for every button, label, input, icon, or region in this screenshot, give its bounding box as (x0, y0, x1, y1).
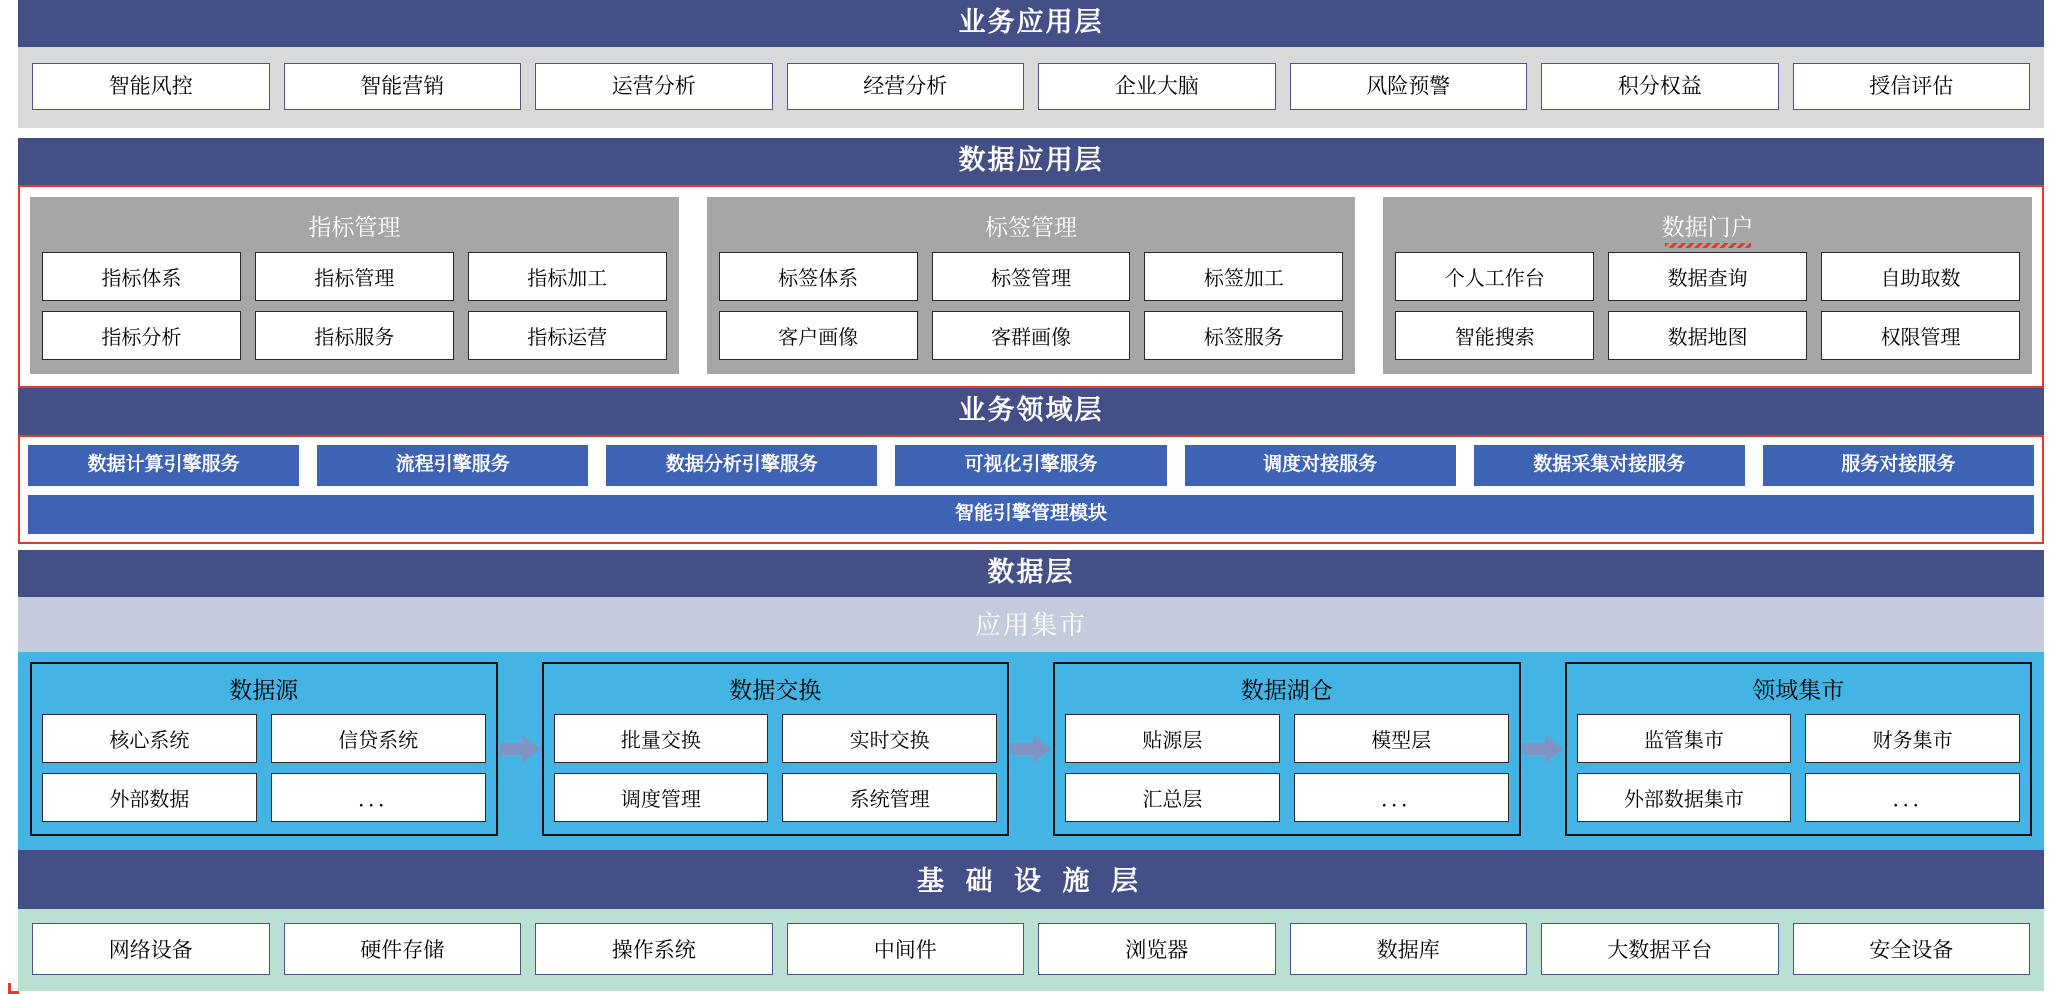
data-app-item[interactable]: 数据查询 (1608, 252, 1807, 301)
group-items (554, 714, 998, 822)
group-title: 数据门户 (1395, 205, 2020, 252)
data-app-item[interactable]: 客群画像 (932, 311, 1131, 360)
application-market-bar: 应用集市 (18, 597, 2044, 652)
data-layer-item[interactable]: 监管集市 (1577, 714, 1792, 763)
infrastructure-layer (18, 850, 2044, 991)
engine-service[interactable]: 流程引擎服务 (317, 445, 588, 486)
data-app-item[interactable]: 标签管理 (932, 252, 1131, 301)
group-items (1065, 714, 1509, 822)
data-layer-item[interactable]: 外部数据集市 (1577, 773, 1792, 822)
group-data-source (30, 662, 498, 836)
business-domain-layer-title: 业务领域层 (18, 388, 2044, 435)
infra-item[interactable]: 中间件 (787, 923, 1025, 975)
biz-app-item[interactable]: 运营分析 (535, 63, 773, 110)
data-layer-body (18, 652, 2044, 850)
group-indicator-management (30, 197, 679, 374)
data-application-layer-title: 数据应用层 (18, 138, 2044, 185)
data-layer-item[interactable]: 系统管理 (782, 773, 997, 822)
biz-app-item[interactable]: 智能营销 (284, 63, 522, 110)
data-layer-item[interactable]: 批量交换 (554, 714, 769, 763)
data-app-item[interactable]: 标签体系 (719, 252, 918, 301)
red-corner-marker (8, 983, 19, 994)
engine-service[interactable]: 服务对接服务 (1763, 445, 2034, 486)
data-layer-item[interactable]: 贴源层 (1065, 714, 1280, 763)
data-app-item[interactable]: 指标加工 (468, 252, 667, 301)
flow-arrow-icon (1521, 735, 1565, 763)
group-tag-management (707, 197, 1356, 374)
flow-arrow-icon (1009, 735, 1053, 763)
infrastructure-layer-items (18, 909, 2044, 991)
data-layer-item[interactable]: 外部数据 (42, 773, 257, 822)
infra-item[interactable]: 硬件存储 (284, 923, 522, 975)
data-app-item[interactable]: 指标运营 (468, 311, 667, 360)
data-app-item[interactable]: 客户画像 (719, 311, 918, 360)
data-app-item[interactable]: 个人工作台 (1395, 252, 1594, 301)
business-domain-layer (18, 388, 2044, 544)
business-application-layer (18, 0, 2044, 128)
business-application-layer-items (18, 47, 2044, 128)
data-layer-item[interactable]: ．．． (1294, 773, 1509, 822)
biz-app-item[interactable]: 授信评估 (1793, 63, 2031, 110)
data-app-item[interactable]: 自助取数 (1821, 252, 2020, 301)
infra-item[interactable]: 网络设备 (32, 923, 270, 975)
data-layer-item[interactable]: 核心系统 (42, 714, 257, 763)
business-application-layer-title: 业务应用层 (18, 0, 2044, 47)
data-layer (18, 550, 2044, 850)
engine-service[interactable]: 可视化引擎服务 (895, 445, 1166, 486)
flow-arrow-icon (498, 735, 542, 763)
data-application-layer (18, 138, 2044, 388)
engine-management-module[interactable]: 智能引擎管理模块 (28, 495, 2034, 534)
engine-service-row (28, 445, 2034, 486)
infra-item[interactable]: 数据库 (1290, 923, 1528, 975)
group-domain-market (1565, 662, 2033, 836)
group-items (42, 714, 486, 822)
data-layer-item[interactable]: 调度管理 (554, 773, 769, 822)
infra-item[interactable]: 安全设备 (1793, 923, 2031, 975)
data-layer-title: 数据层 (18, 550, 2044, 597)
group-data-exchange (542, 662, 1010, 836)
group-items (1577, 714, 2021, 822)
group-title: 数据湖仓 (1240, 676, 1333, 703)
biz-app-item[interactable]: 智能风控 (32, 63, 270, 110)
group-items (1395, 252, 2020, 360)
group-title: 数据源 (229, 676, 299, 703)
data-app-item[interactable]: 指标分析 (42, 311, 241, 360)
engine-service[interactable]: 调度对接服务 (1185, 445, 1456, 486)
infra-item[interactable]: 操作系统 (535, 923, 773, 975)
data-layer-item[interactable]: 汇总层 (1065, 773, 1280, 822)
data-application-layer-body (18, 185, 2044, 388)
group-title: 标签管理 (985, 214, 1077, 241)
infrastructure-layer-title: 基 础 设 施 层 (18, 850, 2044, 909)
data-layer-item[interactable]: 模型层 (1294, 714, 1509, 763)
group-title: 数据交换 (729, 676, 822, 703)
engine-service[interactable]: 数据分析引擎服务 (606, 445, 877, 486)
data-app-item[interactable]: 标签服务 (1144, 311, 1343, 360)
biz-app-item[interactable]: 积分权益 (1541, 63, 1779, 110)
data-layer-item[interactable]: ．．． (271, 773, 486, 822)
data-layer-item[interactable]: 实时交换 (782, 714, 997, 763)
group-data-portal (1383, 197, 2032, 374)
engine-service[interactable]: 数据采集对接服务 (1474, 445, 1745, 486)
biz-app-item[interactable]: 企业大脑 (1038, 63, 1276, 110)
data-layer-item[interactable]: 财务集市 (1805, 714, 2020, 763)
infra-item[interactable]: 浏览器 (1038, 923, 1276, 975)
infra-item[interactable]: 大数据平台 (1541, 923, 1779, 975)
data-layer-item[interactable]: 信贷系统 (271, 714, 486, 763)
data-app-item[interactable]: 智能搜索 (1395, 311, 1594, 360)
data-app-item[interactable]: 数据地图 (1608, 311, 1807, 360)
data-layer-item[interactable]: ．．． (1805, 773, 2020, 822)
biz-app-item[interactable]: 风险预警 (1290, 63, 1528, 110)
group-title: 指标管理 (308, 214, 401, 241)
group-data-lakehouse (1053, 662, 1521, 836)
engine-service[interactable]: 数据计算引擎服务 (28, 445, 299, 486)
data-app-item[interactable]: 标签加工 (1144, 252, 1343, 301)
group-title: 领域集市 (1752, 676, 1845, 703)
data-app-item[interactable]: 指标服务 (255, 311, 454, 360)
group-items (42, 252, 667, 360)
biz-app-item[interactable]: 经营分析 (787, 63, 1025, 110)
data-app-item[interactable]: 指标体系 (42, 252, 241, 301)
data-app-item[interactable]: 权限管理 (1821, 311, 2020, 360)
data-app-item[interactable]: 指标管理 (255, 252, 454, 301)
group-items (719, 252, 1344, 360)
business-domain-layer-body (18, 435, 2044, 544)
